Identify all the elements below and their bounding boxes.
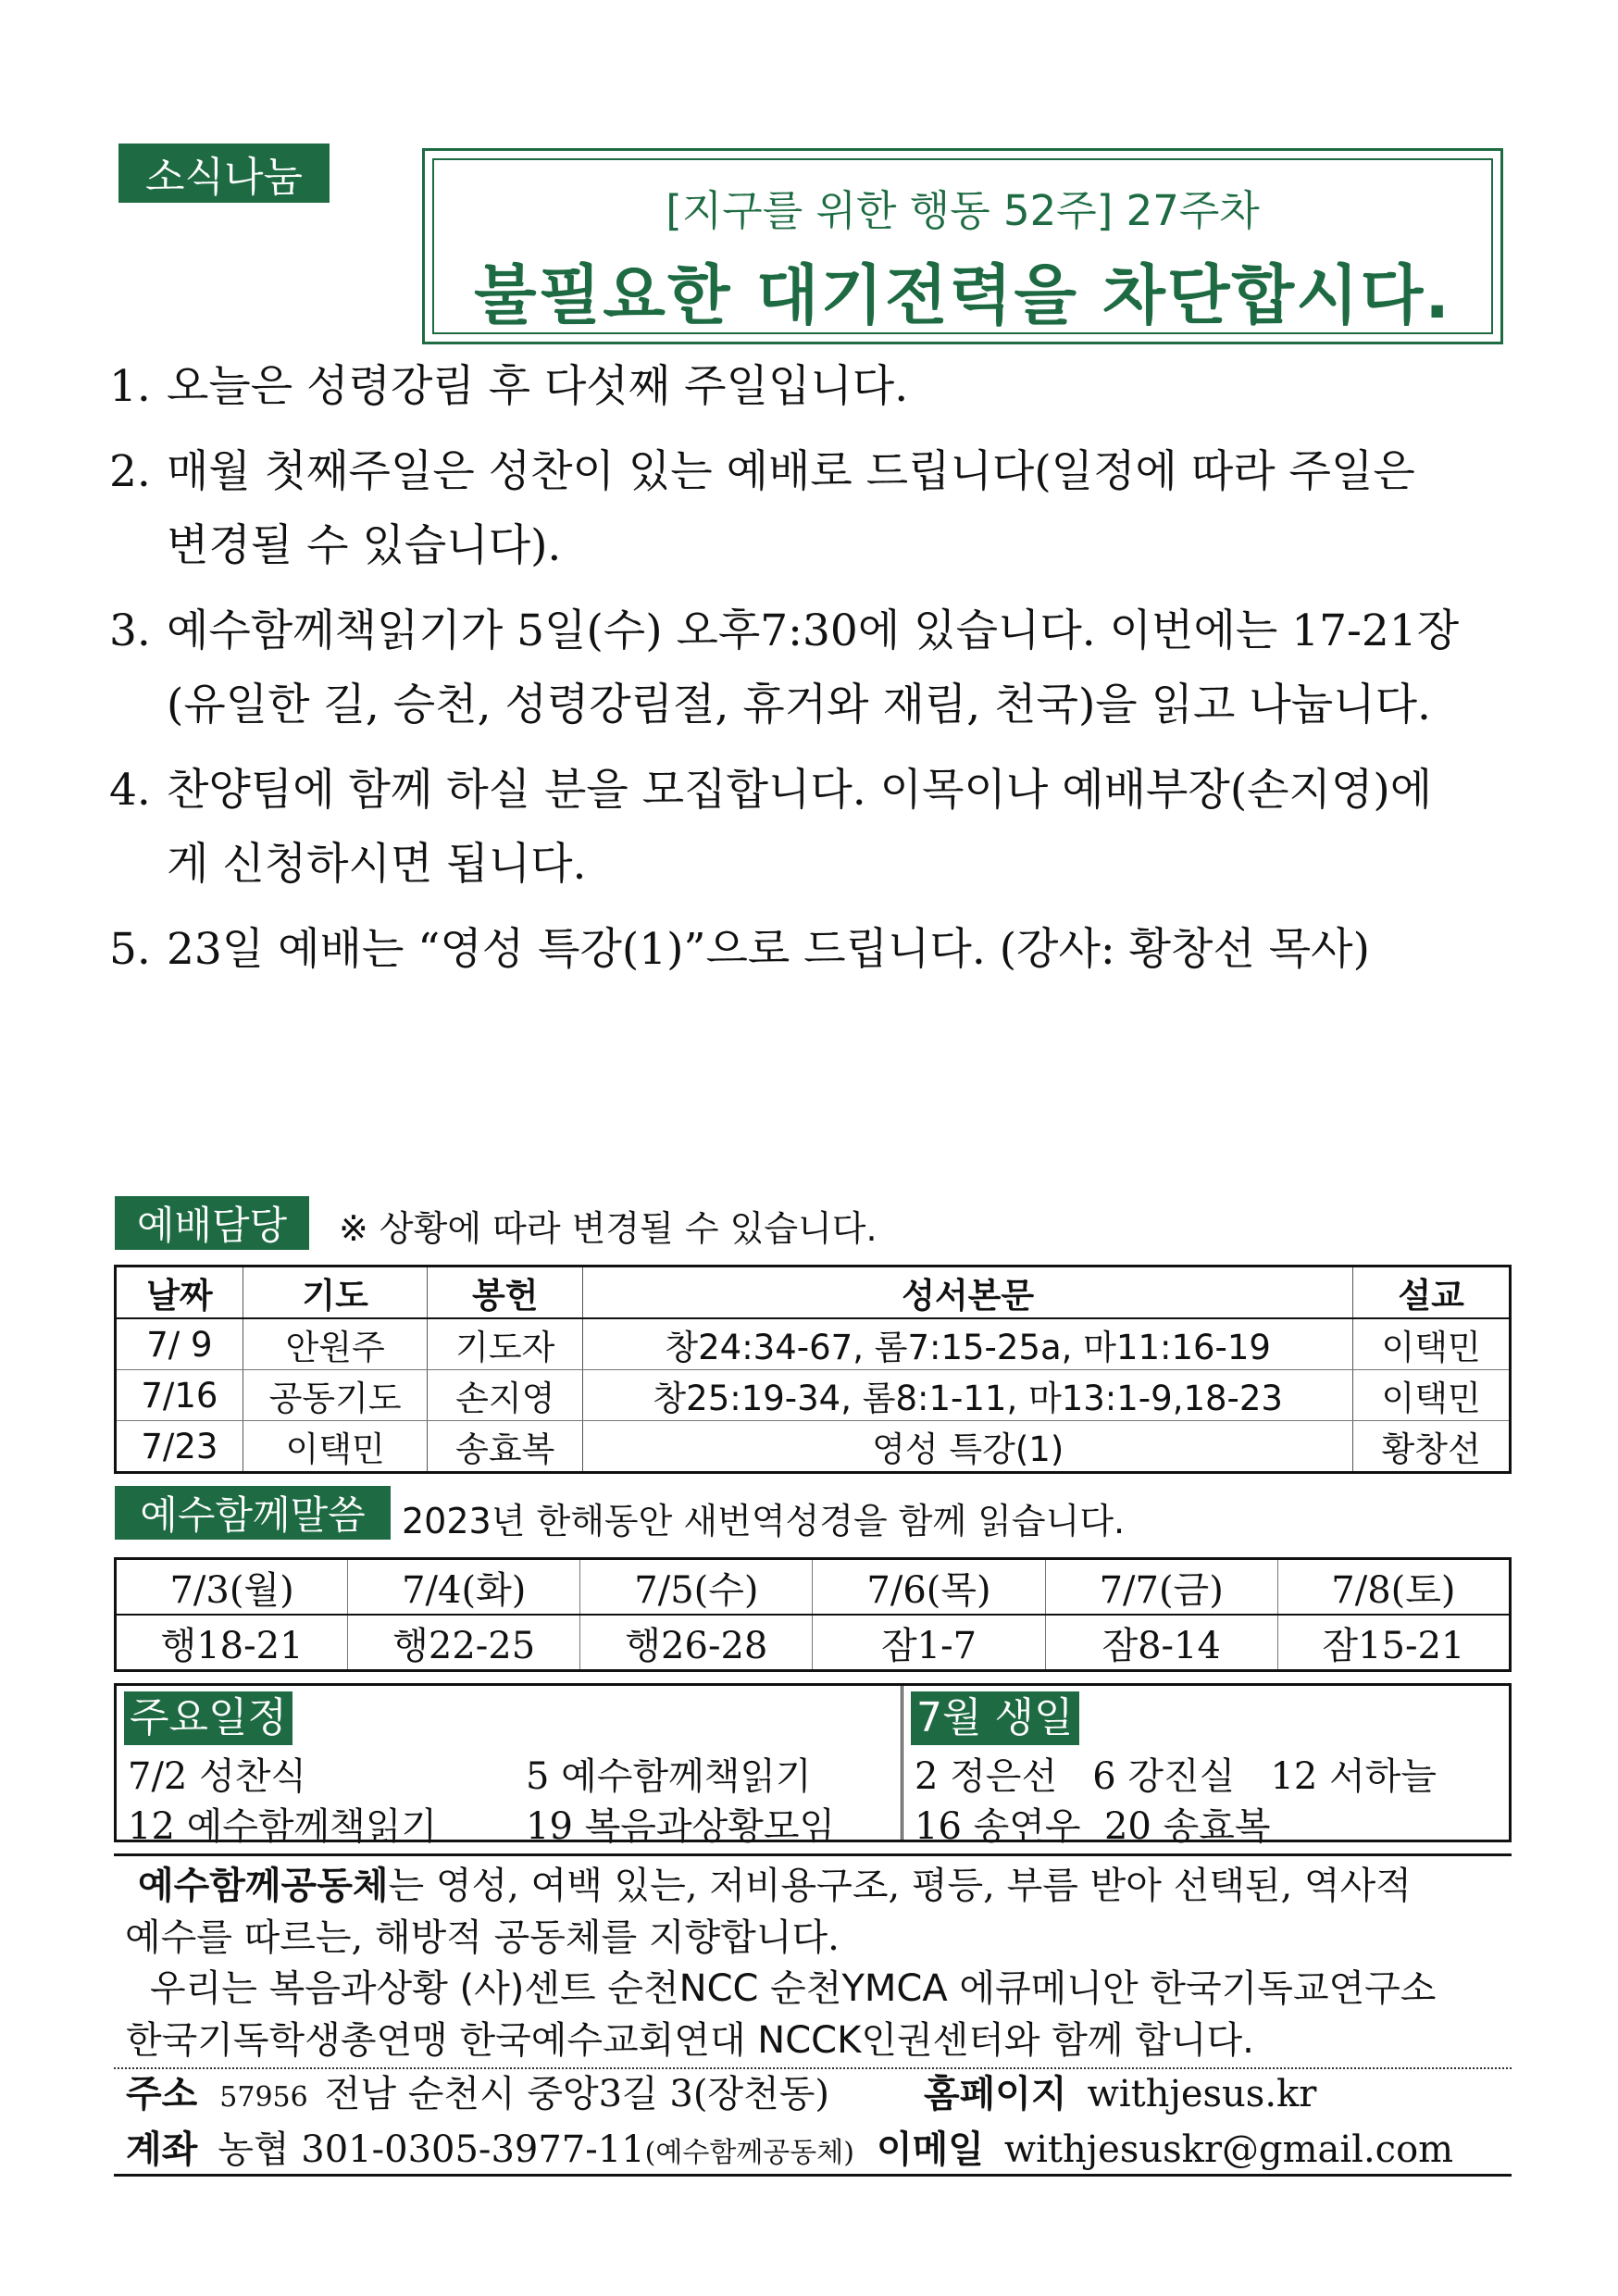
community-statement xyxy=(114,1853,1512,1964)
community-text: 는 영성, 여백 있는, 저비용구조, 평등, 부름 받아 선택된, 역사적 xyxy=(388,1865,1412,1907)
address-label: 주소 xyxy=(126,2073,198,2115)
email-link[interactable]: withjesuskr@gmail.com xyxy=(1003,2128,1454,2171)
table-header-row xyxy=(116,1267,1511,1319)
header-prayer: 기도 xyxy=(243,1267,428,1319)
schedule-item: 12 예수함께책읽기 xyxy=(128,1805,438,1848)
schedule-birthday-box xyxy=(114,1683,1512,1848)
homepage-link[interactable]: withjesus.kr xyxy=(1087,2073,1317,2115)
table-row: 7/ 9 안원주 기도자 창24:34-67, 롬7:15-25a, 마11:16-19 이택민 xyxy=(116,1318,1511,1370)
table-row: 행18-21 행22-25 행26-28 잠1-7 잠8-14 잠15-21 xyxy=(116,1615,1511,1671)
birthday-line: 2 정은선 6 강진실 12 서하늘 xyxy=(915,1755,1437,1798)
account-row xyxy=(126,2124,1514,2179)
list-item: 5. 23일 예배는 “영성 특강(1)”으로 드립니다. (강사: 황창선 목사) xyxy=(109,924,1370,975)
table-row: 7/3(월) 7/4(화) 7/5(수) 7/6(목) 7/7(금) 7/8(토) xyxy=(116,1559,1511,1616)
word-section-tag: 예수함께말씀 xyxy=(115,1486,391,1540)
address-row xyxy=(126,2068,1514,2124)
address: 전남 순천시 중앙3길 3(장천동) xyxy=(324,2073,830,2115)
reading-table xyxy=(114,1557,1512,1672)
birthday-tag: 7월 생일 xyxy=(911,1691,1079,1745)
homepage-label: 홈페이지 xyxy=(924,2073,1067,2115)
schedule-tag: 주요일정 xyxy=(124,1691,292,1745)
headline-box xyxy=(422,148,1503,344)
account-number: 농협 301-0305-3977-11 xyxy=(218,2128,645,2171)
list-item: 4. 찬양팀에 함께 하실 분을 모집합니다. 이목이나 예배부장(손지영)에게 신청하시면 됩니다. xyxy=(109,765,1433,890)
headline-title: 불필요한 대기전력을 차단합시다. xyxy=(473,257,1451,333)
worship-section-tag: 예배담당 xyxy=(115,1196,309,1250)
worship-table xyxy=(114,1265,1512,1474)
divider xyxy=(114,2174,1512,2177)
zip-code: 57956 xyxy=(219,2081,308,2114)
account-label: 계좌 xyxy=(126,2128,198,2171)
news-list xyxy=(109,350,1461,998)
header-sermon: 설교 xyxy=(1353,1267,1511,1319)
partners-line: 우리는 복음과상황 (사)센트 순천NCC 순천YMCA 에큐메니안 한국기독교연구소 xyxy=(150,1967,1437,2010)
community-name: 예수함께공동체 xyxy=(138,1865,389,1907)
schedule-panel xyxy=(117,1686,903,1848)
worship-note: ※ 상황에 따라 변경될 수 있습니다. xyxy=(339,1208,877,1249)
birthday-line: 16 송연우 20 송효복 xyxy=(915,1805,1271,1848)
email-label: 이메일 xyxy=(876,2128,984,2171)
account-holder: (예수함께공동체) xyxy=(644,2137,854,2169)
news-section-tag: 소식나눔 xyxy=(118,144,330,203)
list-item: 2. 매월 첫째주일은 성찬이 있는 예배로 드립니다(일정에 따라 주일은 변경될 수 있습니다). xyxy=(109,446,1415,571)
list-item: 3. 예수함께책읽기가 5일(수) 오후7:30에 있습니다. 이번에는 17-21장 (유일한 길, 승천, 성령강림절, 휴거와 재림, 천국)을 읽고 나눕니다. xyxy=(109,605,1460,730)
partners-line: 한국기독학생총연맹 한국예수교회연대 NCCK인권센터와 함께 합니다. xyxy=(126,2019,1254,2062)
footer xyxy=(126,2068,1514,2179)
table-row: 7/23 이택민 송효복 영성 특강(1) 황창선 xyxy=(116,1421,1511,1473)
schedule-item: 5 예수함께책읽기 xyxy=(526,1755,812,1798)
schedule-item: 7/2 성찬식 xyxy=(128,1755,307,1798)
list-item: 1. 오늘은 성령강림 후 다섯째 주일입니다. xyxy=(109,361,909,412)
birthday-panel xyxy=(903,1686,1509,1848)
header-scripture: 성서본문 xyxy=(583,1267,1353,1319)
community-text: 예수를 따르는, 해방적 공동체를 지향합니다. xyxy=(125,1916,840,1959)
headline-subtitle: [지구를 위한 행동 52주] 27주차 xyxy=(666,186,1260,235)
header-offering: 봉헌 xyxy=(428,1267,583,1319)
header-date: 날짜 xyxy=(116,1267,243,1319)
partners xyxy=(126,1963,1514,2066)
word-note: 2023년 한해동안 새번역성경을 함께 읽습니다. xyxy=(402,1501,1126,1541)
schedule-item: 19 복음과상황모임 xyxy=(526,1805,836,1848)
table-row: 7/16 공동기도 손지영 창25:19-34, 롬8:1-11, 마13:1-9,18-23 이택민 xyxy=(116,1370,1511,1421)
